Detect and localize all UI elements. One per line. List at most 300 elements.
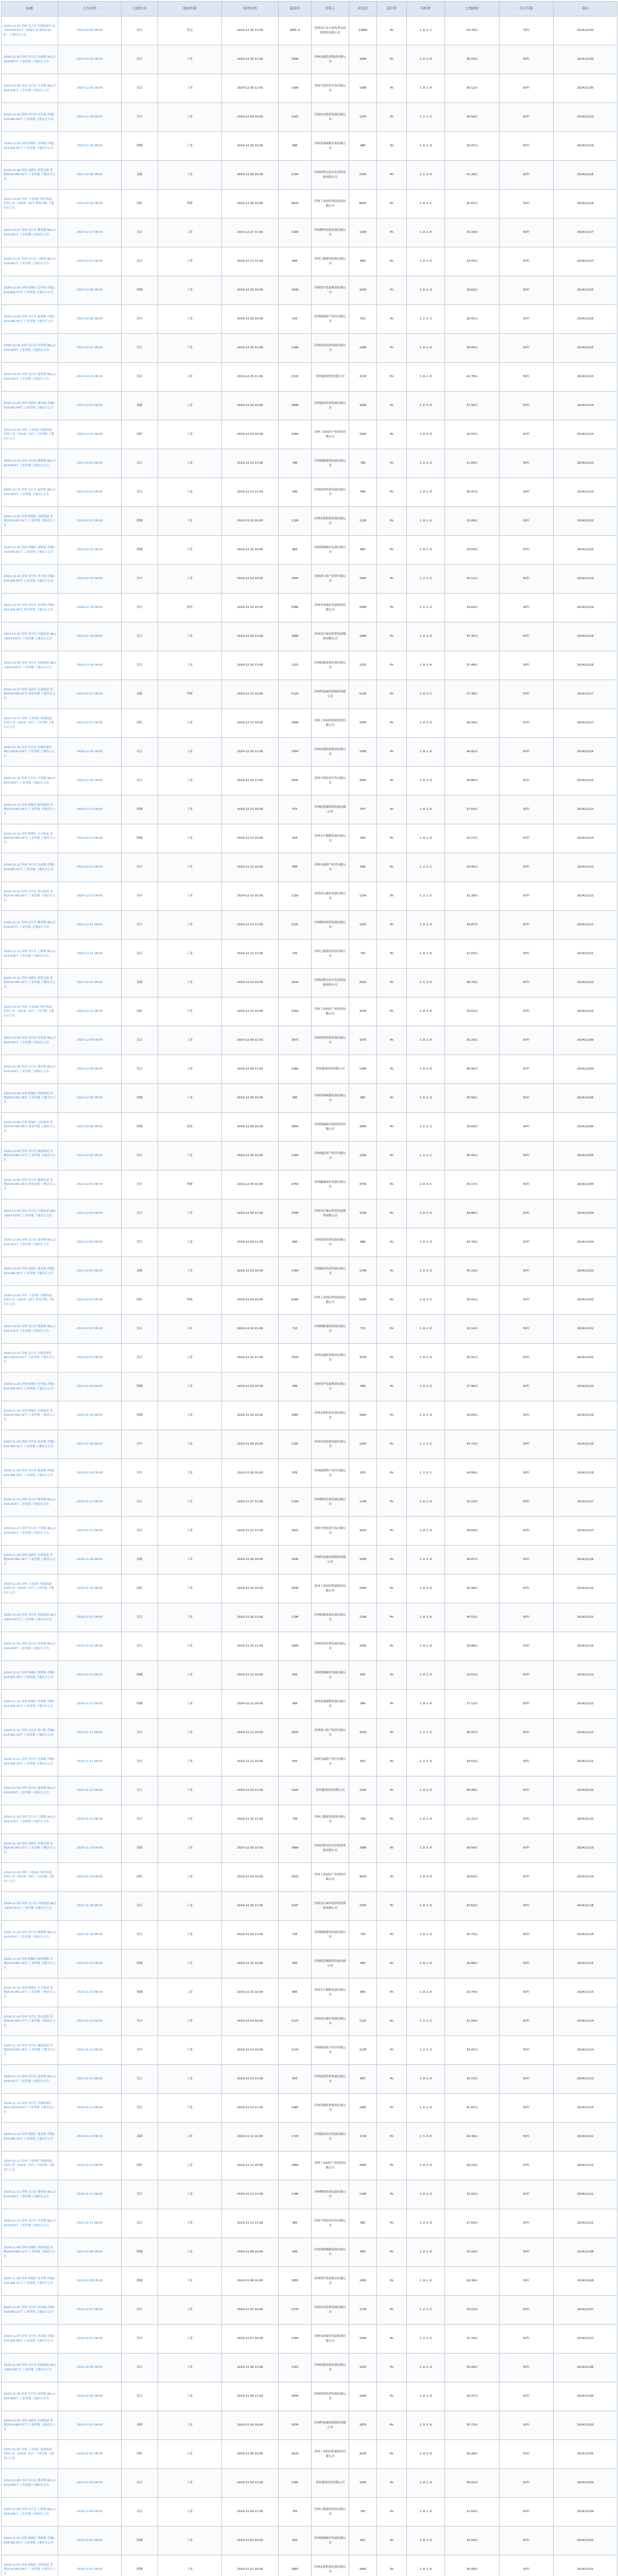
- listing-title-text[interactable]: 2024-12-09 苏州 吴江区 盛泽镇 WJ-J-2024-026号 工业用地 土地出让公告: [4, 1065, 56, 1073]
- listing-title-link[interactable]: [2, 940, 58, 969]
- table-cell: 2024-12-12 10:00: [222, 882, 279, 911]
- listing-title-text[interactable]: 2024-12-03 苏州 工业园区 斜塘街道 苏园土挂（2024）29号 研发用地 土地出让公告: [4, 1294, 54, 1306]
- table-cell: 工业: [158, 2382, 222, 2411]
- listing-title-text[interactable]: 2024-12-04 苏州 吴江区 震泽镇 WJ-J-2024-024号 工业用地 土地出让公告: [4, 1239, 56, 1246]
- listing-title-text[interactable]: 2024-11-04 苏州 吴江区 七都镇 WJ-J-2024-006号 工业用地 土地出让公告: [4, 2508, 56, 2516]
- listing-title-link[interactable]: [2, 2036, 58, 2065]
- listing-title-link[interactable]: [2, 2498, 58, 2527]
- listing-title-text[interactable]: 2024-12-23 苏州 吴江区 桃源镇 WJ-J-2024-034号 工业用地 土地出让公告: [4, 460, 56, 467]
- table-row: [2, 1834, 617, 1863]
- table-cell: 860: [349, 247, 377, 276]
- table-cell: 1.5-3.0: [407, 969, 445, 997]
- listing-title-text[interactable]: 2024-11-12 苏州 高新区 通安镇 苏地2024-WG-14号 工业用地 土地出让公告: [4, 2133, 55, 2141]
- table-cell: 2024-11-01 10:00: [222, 2527, 279, 2555]
- listing-title-text[interactable]: 2024-12-28 苏州 高新区 浒墅关镇 苏地2024-WG-63号 工业用地 土地出让公告: [4, 169, 56, 181]
- listing-title-link[interactable]: [2, 2065, 58, 2094]
- table-cell: 苏州吴江东方国有资本投资集团有限公司: [312, 16, 349, 45]
- table-cell: 2024/11/15: [554, 1950, 617, 1978]
- table-cell: 科研: [158, 190, 222, 218]
- listing-title-text[interactable]: 2024-12-09 苏州 吴江区 同里镇 WJ-J-2024-025号 工业用地 土地出让公告: [4, 1037, 56, 1044]
- listing-title-link[interactable]: [2, 651, 58, 680]
- table-cell: 1520: [349, 1344, 377, 1372]
- listing-title-link[interactable]: [2, 2267, 58, 2296]
- listing-title-link[interactable]: [2, 1921, 58, 1950]
- listing-title-text[interactable]: 2024-11-12 苏州 工业园区 斜塘街道 苏园土挂（2024）23号 工业用地 土地出让公告: [4, 2160, 54, 2172]
- listing-title-link[interactable]: [2, 1805, 58, 1834]
- listing-title-link[interactable]: [2, 132, 58, 161]
- listing-title-text[interactable]: 2024-11-25 苏州 吴江区 同里镇 WJ-J-2024-018号 工业用地 土地出让公告: [4, 1642, 56, 1650]
- listing-title-text[interactable]: 2024-11-06 苏州 吴江区 同里镇 WJ-J-2024-008号 工业用地 土地出让公告: [4, 2393, 56, 2400]
- listing-title-link[interactable]: [2, 738, 58, 767]
- table-row: [2, 2440, 617, 2469]
- listing-title-link[interactable]: [2, 853, 58, 882]
- listing-title-text[interactable]: 2024-12-20 苏州 相城区 渭塘镇 苏地2024-WG-51号 工业用地 土地出让公告: [4, 546, 55, 554]
- listing-title-text[interactable]: 2024-12-16 苏州 吴江区 汾湖高新区 WJ-J-2024-029号 工业用地 土地出让公告: [4, 746, 55, 758]
- table-cell: 2024/12/28: [554, 161, 617, 190]
- listing-title-text[interactable]: 2024-11-13 苏州 吴江区 震泽镇 WJ-J-2024-011号 工业用地 土地出让公告: [4, 2075, 56, 2083]
- table-cell: 苏州同里投资发展有限公司: [312, 2382, 349, 2411]
- listing-title-link[interactable]: [2, 1834, 58, 1863]
- table-cell: 相城: [122, 2238, 158, 2267]
- listing-title-link[interactable]: [2, 363, 58, 392]
- listing-title-text[interactable]: 2024-12-18 苏州 吴江区 江陵街道 WJ-J-2024-031号 工业用地 土地出让公告: [4, 633, 56, 640]
- listing-title-link[interactable]: [2, 1488, 58, 1517]
- table-cell: 1420: [279, 1776, 312, 1805]
- listing-title-link[interactable]: [2, 1401, 58, 1430]
- listing-title-text[interactable]: 2024-11-14 苏州 吴中区 香山街道 苏地2024-WG-17号 工业用地 土地出让公告: [4, 2015, 56, 2027]
- table-cell: 50年: [500, 911, 554, 940]
- listing-title-text[interactable]: 2024-11-06 苏州 吴江区 松陵街道 WJ-J-2024-007号 工业用地 土地出让公告: [4, 2364, 56, 2371]
- table-cell: 1.0-2.0: [407, 2180, 445, 2209]
- table-cell: 2024-11-22 08:00: [58, 1661, 122, 1690]
- table-cell: 2024/11/29: [554, 1372, 617, 1401]
- listing-title-link[interactable]: [2, 1632, 58, 1661]
- table-cell: 苏州吴江城市投资发展集团有限公司: [312, 622, 349, 651]
- listing-title-text[interactable]: 2024-12-05 苏州 吴中区 越溪街道 苏地2024-WG-36号 研发用地 土地出让公告: [4, 1179, 56, 1191]
- listing-title-text[interactable]: 2024-11-20 苏州 吴江区 七都镇 WJ-J-2024-016号 工业用地 土地出让公告: [4, 1816, 56, 1823]
- table-cell: 28.47亩: [445, 1719, 500, 1748]
- listing-title-text[interactable]: 2024-11-21 苏州 吴中区 胥口镇 苏地2024-WG-24号 工业用地 土地出让公告: [4, 1729, 55, 1737]
- listing-title-link[interactable]: [2, 1257, 58, 1286]
- listing-title-text[interactable]: 2024-12-18 苏州 吴江区 松陵街道 WJ-J-2024-032号 工业用地 土地出让公告: [4, 662, 56, 669]
- listing-title-text[interactable]: 2024-12-02 苏州 吴江区 桃源镇 WJ-J-2024-021号 工业用地 土地出让公告: [4, 1325, 56, 1333]
- listing-title-text[interactable]: 2024-11-01 苏州 相城区 渭塘镇 苏地2024-WG-05号 工业用地 土地出让公告: [4, 2537, 55, 2545]
- listing-title-text[interactable]: 2024-11-01 苏州 相城区 北桥街道 苏地2024-WG-04号 工业用地 土地出让公告: [4, 2564, 56, 2575]
- listing-title-link[interactable]: [2, 218, 58, 247]
- table-cell: 2024/12/24: [554, 420, 617, 449]
- listing-title-text[interactable]: 2024-12-20 苏州 相城区 北桥街道 苏地2024-WG-52号 工业用地 土地出让公告: [4, 515, 56, 527]
- table-cell: 2024-12-11 08:00: [58, 911, 122, 940]
- listing-title-link[interactable]: [2, 1546, 58, 1574]
- table-cell: 30.08亩: [445, 2555, 500, 2576]
- listing-title-text[interactable]: 2024-11-07 苏州 吴中区 木渎镇 苏地2024-WG-09号 工业用地 土地出让公告: [4, 2335, 55, 2343]
- table-cell: 2.0-3.5: [407, 1286, 445, 1315]
- table-cell: 苏州黎里投资发展有限公司: [312, 218, 349, 247]
- table-cell: 2024-12-04 08:00: [58, 1228, 122, 1257]
- listing-title-link[interactable]: [2, 2382, 58, 2411]
- listing-title-link[interactable]: [2, 45, 58, 74]
- listing-title-link[interactable]: [2, 622, 58, 651]
- listing-title-text[interactable]: 2024-12-27 苏州 吴江区 七都镇 WJ-J-2024-042号 工业用地 土地出让公告: [4, 258, 56, 265]
- listing-title-link[interactable]: [2, 2296, 58, 2325]
- table-cell: 2024-11-04 11:00: [222, 2498, 279, 2527]
- table-cell: 2080: [279, 1834, 312, 1863]
- listing-title-link[interactable]: [2, 2353, 58, 2382]
- table-cell: 苏州七都建设投资有限公司: [312, 940, 349, 969]
- listing-title-link[interactable]: [2, 2180, 58, 2209]
- listing-title-link[interactable]: [2, 997, 58, 1026]
- table-cell: 科研: [158, 680, 222, 709]
- table-cell: 3960: [279, 1113, 312, 1142]
- table-cell: 2024-12-16 08:00: [58, 738, 122, 767]
- table-cell: 2024-11-19 10:00: [222, 1863, 279, 1892]
- listing-title-link[interactable]: [2, 1199, 58, 1228]
- listing-title-text[interactable]: 2024-11-19 苏州 高新区 浒墅关镇 苏地2024-WG-21号 工业用地 土地出让公告: [4, 1842, 56, 1854]
- listing-title-text[interactable]: 2024-12-13 苏州 相城区 太平街道 苏地2024-WG-44号 工业用地 土地出让公告: [4, 833, 56, 844]
- table-cell: 1065: [279, 2555, 312, 2576]
- listing-title-text[interactable]: 2024-12-23 苏州 吴江区 震泽镇 WJ-J-2024-035号 工业用地 土地出让公告: [4, 488, 56, 496]
- table-cell: 39.12亩: [445, 74, 500, 103]
- table-cell: 苏州太平城镇发展有限公司: [312, 1978, 349, 2007]
- listing-title-text[interactable]: 2024-12-12 苏州 吴中区 香山街道 苏地2024-WG-42号 工业用地 土地出让公告: [4, 890, 56, 902]
- listing-title-text[interactable]: 2024-12-30 苏州 吴江区 平望镇 WJ-J-2024-036号 工业用地 土地出让公告: [4, 84, 56, 92]
- listing-title-link[interactable]: [2, 103, 58, 132]
- listing-title-link[interactable]: [2, 2209, 58, 2238]
- table-cell: 22.74亩: [445, 1978, 500, 2007]
- listing-title-text[interactable]: 2024-11-26 苏州 高新区 东渚街道 苏地2024-WG-28号 工业用地 土地出让公告: [4, 1554, 56, 1566]
- listing-title-text[interactable]: 2024-12-17 苏州 高新区 东渚街道 苏地2024-WG-47号 研发用地 土地出让公告: [4, 688, 56, 700]
- listing-title-link[interactable]: [2, 190, 58, 218]
- table-cell: 33.72亩: [445, 1430, 500, 1459]
- table-cell: 2024-12-17 08:00: [58, 709, 122, 738]
- table-cell: 2024-11-05 08:00: [58, 2411, 122, 2440]
- listing-title-text[interactable]: 2024-12-28 苏州 工业园区 唯亭街道 苏园土挂（2024）36号 研发用地 土地出让公告: [4, 198, 54, 210]
- listing-title-link[interactable]: [2, 2555, 58, 2576]
- listing-title-link[interactable]: [2, 767, 58, 795]
- table-cell: 30.55亩: [445, 420, 500, 449]
- listing-title-link[interactable]: [2, 420, 58, 449]
- listing-title-link[interactable]: [2, 161, 58, 190]
- table-cell: 吴江: [122, 1344, 158, 1372]
- listing-title-text[interactable]: 2024-12-19 苏州 吴中区 胥口镇 苏地2024-WG-50号 工业用地 土地出让公告: [4, 575, 55, 583]
- listing-title-link[interactable]: [2, 1113, 58, 1142]
- table-cell: 苏州盛泽投资有限公司: [312, 2469, 349, 2498]
- table-cell: 50年: [500, 1344, 554, 1372]
- listing-title-text[interactable]: 2024-11-21 苏州 吴中区 光福镇 苏地2024-WG-23号 工业用地 土地出让公告: [4, 1758, 55, 1766]
- listing-title-link[interactable]: [2, 680, 58, 709]
- listing-title-text[interactable]: 2024-12-25 苏州 吴江区 同里镇 WJ-J-2024-038号 工业用地 土地出让公告: [4, 344, 56, 352]
- listing-title-text[interactable]: 2024-11-05 苏州 高新区 东渚街道 苏地2024-WG-07号 工业用地 土地出让公告: [4, 2419, 56, 2431]
- listing-title-link[interactable]: [2, 1690, 58, 1719]
- listing-title-text[interactable]: 2024-12-26 苏州 相城区 望亭镇 苏地2024-WG-57号 工业用地 土地出让公告: [4, 286, 55, 294]
- listing-title-link[interactable]: [2, 882, 58, 911]
- table-cell: 1160: [349, 218, 377, 247]
- listing-title-link[interactable]: [2, 1459, 58, 1488]
- table-cell: 园区: [122, 2151, 158, 2180]
- listing-title-link[interactable]: [2, 1719, 58, 1748]
- table-cell: 商业: [158, 1113, 222, 1142]
- listing-title-text[interactable]: 2024-11-15 苏州 相城区 太平街道 苏地2024-WG-18号 工业用地 土地出让公告: [4, 1987, 56, 1998]
- table-cell: 吴中: [122, 1171, 158, 1199]
- listing-title-text[interactable]: 2024-12-13 苏州 相城区 阳澄湖镇 苏地2024-WG-45号 工业用地 土地出让公告: [4, 804, 56, 816]
- listing-title-text[interactable]: 2024-12-06 苏州 相城区 元和街道 苏地2024-WG-38号 商业用地 土地出让公告: [4, 1121, 56, 1133]
- listing-title-text[interactable]: 2024-12-24 苏州 工业园区 斜塘街道 苏园土挂（2024）35号 工业用地 土地出让公告: [4, 429, 54, 440]
- listing-title-text[interactable]: 2024-12-27 苏州 吴江区 黎里镇 WJ-J-2024-041号 工业用地 土地出让公告: [4, 229, 56, 236]
- listing-title-link[interactable]: [2, 1228, 58, 1257]
- listing-title-link[interactable]: [2, 795, 58, 824]
- listing-title-text[interactable]: 2024-12-24 苏州 高新区 通安镇 苏地2024-WG-54号 工业用地 土地出让公告: [4, 402, 55, 410]
- listing-title-link[interactable]: [2, 1950, 58, 1978]
- table-cell: 苏州桃源建设发展有限公司: [312, 1921, 349, 1950]
- listing-title-link[interactable]: [2, 1574, 58, 1603]
- listing-title-text[interactable]: 2024-12-06 苏州 相城区 黄桥街道 苏地2024-WG-39号 工业用地 土地出让公告: [4, 1092, 56, 1104]
- table-cell: 2024-11-11 08:00: [58, 2180, 122, 2209]
- table-cell: 苏州浒墅关经开区投资发展有限公司: [312, 1834, 349, 1863]
- table-cell: 吴江: [122, 1632, 158, 1661]
- listing-title-link[interactable]: [2, 1603, 58, 1632]
- listing-title-text[interactable]: 2024-12-04 苏州 吴江区 江陵街道 WJ-J-2024-023号 工业用地 土地出让公告: [4, 1210, 56, 1217]
- listing-title-link[interactable]: [2, 2469, 58, 2498]
- table-cell: 园区: [122, 1863, 158, 1892]
- listing-title-text[interactable]: 2024-11-20 苏州 吴江区 盛泽镇 WJ-J-2024-015号 工业用地 土地出让公告: [4, 1787, 56, 1794]
- table-row: [2, 2238, 617, 2267]
- listing-title-text[interactable]: 2024-11-29 苏州 相城区 望亭镇 苏地2024-WG-33号 工业用地 土地出让公告: [4, 1383, 55, 1391]
- listing-title-link[interactable]: [2, 2007, 58, 2036]
- table-cell: 苏州浒墅关经开区投资发展有限公司: [312, 969, 349, 997]
- listing-title-text[interactable]: 2024-12-05 苏州 吴中区 城南街道 苏地2024-WG-37号 工业用地 土地出让公告: [4, 1150, 56, 1162]
- listing-title-link[interactable]: [2, 1748, 58, 1776]
- listing-title-text[interactable]: 2024-11-27 苏州 吴江区 黎里镇 WJ-J-2024-019号 工业用地 土地出让公告: [4, 1498, 56, 1506]
- table-cell: 工业: [158, 2209, 222, 2238]
- table-cell: 高新: [122, 2123, 158, 2151]
- listing-title-link[interactable]: [2, 565, 58, 594]
- listing-title-text[interactable]: 2024-11-13 苏州 吴江区 汾湖高新区 WJ-J-2024-012号 工业用地 土地出让公告: [4, 2102, 55, 2114]
- table-cell: 28.47亩: [445, 132, 500, 161]
- listing-title-text[interactable]: 2024-11-28 苏州 吴中区 甪直镇 苏地2024-WG-31号 工业用地 土地出让公告: [4, 1440, 55, 1448]
- listing-title-text[interactable]: 2024-11-08 苏州 相城区 黄桥街道 苏地2024-WG-12号 工业用地 土地出让公告: [4, 2246, 56, 2258]
- listing-title-link[interactable]: [2, 1661, 58, 1690]
- listing-title-text[interactable]: 2024-12-02 苏州 吴江区 汾湖高新区 WJ-J-2024-022号 工业用地 土地出让公告: [4, 1352, 55, 1364]
- listing-title-link[interactable]: [2, 1978, 58, 2007]
- listing-title-text[interactable]: 2024-11-07 苏州 吴中区 甪直镇 苏地2024-WG-10号 工业用地 土地出让公告: [4, 2306, 55, 2314]
- table-cell: 0%: [377, 1228, 407, 1257]
- listing-title-link[interactable]: [2, 449, 58, 478]
- listing-title-link[interactable]: [2, 1344, 58, 1372]
- table-cell: 0%: [377, 738, 407, 767]
- listing-title-link[interactable]: [2, 1776, 58, 1805]
- listing-title-text[interactable]: 2024-12-11 苏州 吴江区 七都镇 WJ-J-2024-028号 工业用地 土地出让公告: [4, 950, 56, 958]
- listing-title-text[interactable]: 2024-11-25 苏州 吴江区 松陵街道 WJ-J-2024-017号 工业用地 土地出让公告: [4, 1614, 56, 1621]
- table-cell: 苏州汾湖投资集团有限公司: [312, 738, 349, 767]
- table-cell: 2024/11/07: [554, 2296, 617, 2325]
- table-cell: 1120: [349, 507, 377, 536]
- listing-title-text[interactable]: 2024-11-28 苏州 吴中区 临湖镇 苏地2024-WG-30号 工业用地 土地出让公告: [4, 1469, 55, 1477]
- listing-title-text[interactable]: 2024-12-10 苏州 高新区 浒墅关镇 苏地2024-WG-41号 工业用地 土地出让公告: [4, 977, 56, 989]
- table-cell: 655: [279, 1748, 312, 1776]
- listing-title-text[interactable]: 2024-12-10 苏州 工业园区 唯亭街道 苏园土挂（2024）31号 工业用地 土地出让公告: [4, 1006, 54, 1018]
- listing-title-link[interactable]: [2, 2411, 58, 2440]
- table-cell: 2024-12-19 10:00: [222, 565, 279, 594]
- listing-title-text[interactable]: 2024-12-11 苏州 吴江区 黎里镇 WJ-J-2024-027号 工业用地 土地出让公告: [4, 921, 56, 929]
- listing-title-link[interactable]: [2, 1026, 58, 1055]
- listing-title-text[interactable]: 2024-11-18 苏州 吴江区 桃源镇 WJ-J-2024-014号 工业用地 土地出让公告: [4, 1931, 56, 1939]
- listing-title-text[interactable]: 2024-12-30 苏州 吴江区 汾湖镇 WJ-J-2024-007号 工业用地 土地出让公告: [4, 56, 56, 63]
- listing-title-text[interactable]: 2024-11-05 苏州 工业园区 胜浦街道 苏园土挂（2024）21号 工业用地 土地出让公告: [4, 2448, 54, 2460]
- listing-title-link[interactable]: [2, 1517, 58, 1546]
- table-cell: 工业: [158, 449, 222, 478]
- table-cell: 50年: [500, 190, 554, 218]
- listing-title-link[interactable]: [2, 305, 58, 334]
- table-cell: 2024/12/13: [554, 795, 617, 824]
- listing-title-text[interactable]: 2024-11-14 苏州 吴中区 城南街道 苏地2024-WG-16号 工业用地 土地出让公告: [4, 2044, 56, 2056]
- listing-title-text[interactable]: 2024-12-29 苏州 吴中区 甪直镇 苏地2024-WG-58号 工业用地 土地出让公告: [4, 113, 55, 121]
- listing-title-link[interactable]: [2, 1055, 58, 1084]
- table-cell: 工业: [158, 478, 222, 507]
- table-row: [2, 1142, 617, 1171]
- table-cell: 吴中: [122, 305, 158, 334]
- table-cell: 27.96亩: [445, 1372, 500, 1401]
- table-cell: 相城: [122, 795, 158, 824]
- listing-title-text[interactable]: 2024-12-03 苏州 高新区 通安镇 苏地2024-WG-35号 工业用地 土地出让公告: [4, 1267, 55, 1275]
- table-cell: 50年: [500, 507, 554, 536]
- table-cell: 34.36亩: [445, 2123, 500, 2151]
- listing-title-text[interactable]: 2024-12-30 苏州 吴江区 汾湖高新区 JL-ZX2024-53号（原编号 JY-2024-026） 土地出让公告: [4, 25, 56, 37]
- table-cell: 吴江: [122, 2180, 158, 2209]
- table-cell: 吴江: [122, 1892, 158, 1921]
- table-cell: 吴中: [122, 1719, 158, 1748]
- listing-title-link[interactable]: [2, 16, 58, 45]
- listing-title-text[interactable]: 2024-11-18 苏州 吴江区 江陵街道 WJ-J-2024-013号 工业用地 土地出让公告: [4, 1902, 56, 1910]
- table-cell: 1.2-2.5: [407, 2296, 445, 2325]
- table-cell: 2024-11-22 08:00: [58, 1690, 122, 1719]
- table-cell: 745: [349, 940, 377, 969]
- listing-title-link[interactable]: [2, 2527, 58, 2555]
- table-cell: 苏州黄埭城镇发展有限公司: [312, 1690, 349, 1719]
- listing-title-text[interactable]: 2024-12-29 苏州 相城区 黄埭镇 苏地2024-WG-61号 工业用地 土地出让公告: [4, 142, 55, 150]
- listing-title-link[interactable]: [2, 1892, 58, 1921]
- table-cell: 28.39亩: [445, 2267, 500, 2296]
- listing-title-link[interactable]: [2, 247, 58, 276]
- listing-title-link[interactable]: [2, 2094, 58, 2123]
- table-cell: 工业: [158, 1142, 222, 1171]
- listing-title-link[interactable]: [2, 824, 58, 853]
- table-cell: 0%: [377, 2036, 407, 2065]
- table-cell: 1.0-2.0: [407, 795, 445, 824]
- listing-title-link[interactable]: [2, 594, 58, 622]
- listing-title-text[interactable]: 2024-11-08 苏州 相城区 望亭镇 苏地2024-WG-11号 工业用地 土地出让公告: [4, 2277, 55, 2285]
- listing-title-text[interactable]: 2024-11-26 苏州 工业园区 胜浦街道 苏园土挂（2024）27号 工业用地 土地出让公告: [4, 1583, 54, 1595]
- listing-title-link[interactable]: [2, 2325, 58, 2353]
- listing-title-link[interactable]: [2, 392, 58, 420]
- listing-title-link[interactable]: [2, 969, 58, 997]
- listing-title-text[interactable]: 2024-11-27 苏州 吴江区 平望镇 WJ-J-2024-020号 工业用地 土地出让公告: [4, 1527, 56, 1535]
- table-cell: 1255: [279, 2353, 312, 2382]
- listing-title-text[interactable]: 2024-11-11 苏州 吴江区 平望镇 WJ-J-2024-010号 工业用地 土地出让公告: [4, 2219, 56, 2227]
- table-cell: 2024-11-07 08:00: [58, 2296, 122, 2325]
- table-cell: 2024/12/27: [554, 218, 617, 247]
- listing-title-text[interactable]: 2024-11-11 苏州 吴江区 黎里镇 WJ-J-2024-009号 工业用地 土地出让公告: [4, 2191, 56, 2198]
- listing-title-text[interactable]: 2024-11-22 苏州 相城区 黄埭镇 苏地2024-WG-25号 工业用地 土地出让公告: [4, 1700, 55, 1708]
- table-cell: 2024-12-25 11:00: [222, 334, 279, 363]
- listing-title-link[interactable]: [2, 2151, 58, 2180]
- table-cell: 1.0-2.0: [407, 536, 445, 565]
- table-cell: 50年: [500, 1171, 554, 1199]
- listing-title-link[interactable]: [2, 507, 58, 536]
- table-cell: 苏州望亭发展集团有限公司: [312, 1372, 349, 1401]
- listing-title-text[interactable]: 2024-11-22 苏州 相城区 渭塘镇 苏地2024-WG-26号 工业用地 土地出让公告: [4, 1671, 55, 1679]
- table-cell: 24.83亩: [445, 536, 500, 565]
- listing-title-text[interactable]: 2024-12-26 苏州 吴中区 临湖镇 苏地2024-WG-55号 工业用地 土地出让公告: [4, 315, 55, 323]
- listing-title-link[interactable]: [2, 1863, 58, 1892]
- table-cell: 苏州盛泽投资有限公司: [312, 1776, 349, 1805]
- table-row: [2, 824, 617, 853]
- table-cell: 吴江: [122, 1055, 158, 1084]
- table-row: [2, 420, 617, 449]
- table-cell: 苏州七都建设投资有限公司: [312, 247, 349, 276]
- listing-title-text[interactable]: 2024-11-15 苏州 相城区 阳澄湖镇 苏地2024-WG-19号 工业用地 土地出让公告: [4, 1958, 56, 1970]
- listing-title-link[interactable]: [2, 1286, 58, 1315]
- table-cell: 2024-12-13 08:00: [58, 795, 122, 824]
- listing-title-link[interactable]: [2, 2123, 58, 2151]
- table-cell: 2024/12/02: [554, 1344, 617, 1372]
- table-cell: 735: [279, 1921, 312, 1950]
- listing-title-text[interactable]: 2024-12-25 苏州 吴江区 盛泽镇 WJ-J-2024-039号 工业用地 土地出让公告: [4, 373, 56, 381]
- listing-title-link[interactable]: [2, 2440, 58, 2469]
- listing-title-text[interactable]: 2024-11-04 苏州 吴江区 盛泽镇 WJ-J-2024-005号 工业用地 土地出让公告: [4, 2479, 56, 2487]
- table-row: [2, 969, 617, 997]
- listing-title-link[interactable]: [2, 911, 58, 940]
- table-cell: 2024/11/29: [554, 1401, 617, 1430]
- table-cell: 2024/11/28: [554, 1459, 617, 1488]
- listing-title-link[interactable]: [2, 2238, 58, 2267]
- listing-title-text[interactable]: 2024-12-19 苏州 吴中区 木渎镇 苏地2024-WG-49号 商业用地 土地出让公告: [4, 604, 55, 612]
- table-cell: 苏州通安经济发展有限公司: [312, 392, 349, 420]
- listing-title-link[interactable]: [2, 1430, 58, 1459]
- table-cell: 2024/12/24: [554, 392, 617, 420]
- listing-title-link[interactable]: [2, 334, 58, 363]
- listing-title-text[interactable]: 2024-11-29 苏州 相城区 北桥街道 苏地2024-WG-32号 工业用地 土地出让公告: [4, 1410, 56, 1421]
- table-cell: 50年: [500, 997, 554, 1026]
- listing-title-link[interactable]: [2, 1315, 58, 1344]
- table-cell: 50年: [500, 276, 554, 305]
- listing-title-text[interactable]: 2024-11-19 苏州 工业园区 唯亭街道 苏园土挂（2024）25号 工业用地 土地出让公告: [4, 1871, 54, 1883]
- listing-title-link[interactable]: [2, 74, 58, 103]
- listing-title-link[interactable]: [2, 478, 58, 507]
- table-cell: 0%: [377, 2527, 407, 2555]
- listing-title-text[interactable]: 2024-12-16 苏州 吴江区 平望镇 WJ-J-2024-030号 工业用地 土地出让公告: [4, 777, 56, 785]
- table-cell: 2024-11-28 10:00: [222, 1459, 279, 1488]
- listing-title-link[interactable]: [2, 536, 58, 565]
- table-cell: 工业: [158, 218, 222, 247]
- column-header: 标题: [2, 2, 58, 16]
- listing-title-link[interactable]: [2, 709, 58, 738]
- table-cell: 1085: [349, 1401, 377, 1430]
- listing-title-text[interactable]: 2024-12-12 苏州 吴中区 光福镇 苏地2024-WG-43号 工业用地 土地出让公告: [4, 863, 55, 871]
- table-cell: 2024/11/06: [554, 2382, 617, 2411]
- table-row: [2, 74, 617, 103]
- listing-title-text[interactable]: 2024-12-17 苏州 工业园区 胜浦街道 苏园土挂（2024）33号 工业用地 土地出让公告: [4, 717, 54, 729]
- table-cell: 50年: [500, 1084, 554, 1113]
- listing-title-link[interactable]: [2, 1142, 58, 1171]
- column-header: 拍卖时间: [222, 2, 279, 16]
- table-row: [2, 1805, 617, 1834]
- listing-title-link[interactable]: [2, 276, 58, 305]
- table-cell: 高新: [122, 161, 158, 190]
- table-cell: 27.83亩: [445, 2209, 500, 2238]
- listing-title-link[interactable]: [2, 1372, 58, 1401]
- listing-title-link[interactable]: [2, 1171, 58, 1199]
- listing-title-link[interactable]: [2, 1084, 58, 1113]
